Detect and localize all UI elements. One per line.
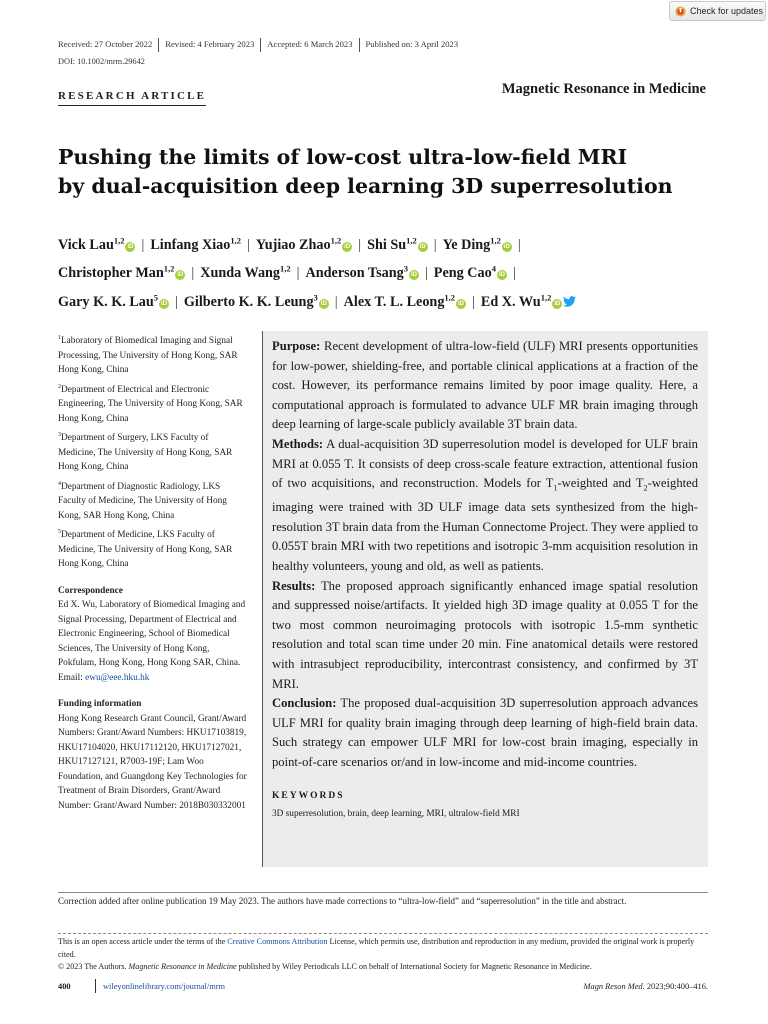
- citation: [584, 982, 708, 991]
- orcid-icon[interactable]: iD: [320, 301, 327, 308]
- author-affil: 1,2: [540, 292, 552, 303]
- affiliation-number: 5: [58, 529, 61, 536]
- author-name: Yujiao Zhao: [255, 236, 331, 253]
- author: [443, 237, 512, 253]
- title-line: Pushing the limits of low-cost ultra-low-field MRI: [58, 145, 628, 169]
- affiliation: [58, 380, 248, 427]
- author-name: Linfang Xiao: [150, 236, 231, 253]
- journal-website-link[interactable]: wileyonlinelibrary.com/journal/mrm: [103, 982, 226, 991]
- author-affil: 1,2: [406, 235, 417, 245]
- copyright-text: [58, 961, 708, 974]
- author-affil: 5: [153, 292, 159, 303]
- email-label: Email:: [58, 672, 83, 683]
- affiliation: [58, 428, 248, 475]
- author-affil: 1,2: [330, 235, 342, 245]
- affiliation: [58, 331, 248, 378]
- affiliation-text: Laboratory of Biomedical Imaging and Signal Processing, The University of Hong Kong, SAR Hong Kong, China: [58, 336, 238, 376]
- revised-date: Revised: 4 February 2023: [158, 38, 260, 52]
- author-name: Shi Su: [367, 236, 407, 253]
- author-line: Gary K. K. Lau$^5$iD | Gilberto K. K. Leung$^3$iD | Alex T. L. Leong$^{1,2}$iD | Ed X. Wu$^{1,2}$iD: [58, 285, 718, 314]
- divider: [58, 892, 708, 893]
- author-affil: 3: [313, 292, 318, 303]
- author: [58, 294, 169, 310]
- affiliation-text: Department of Surgery, LKS Faculty of Medicine, The University of Hong Kong, SAR Hong Kong, China: [58, 433, 233, 473]
- conclusion-text: The proposed dual-acquisition 3D superresolution approach advances ULF MRI for quality brain imaging through deep learning of high-field brain data. Such strategy can empower ULF MRI for low-cost brain imaging, especially in point-of-care scenarios or/and in low-income and mid-income countries.: [272, 696, 699, 769]
- affiliation-number: 3: [58, 432, 61, 439]
- affiliation-text: Department of Electrical and Electronic Engineering, The University of Hong Kong, SAR Hong Kong, China: [58, 384, 243, 424]
- methods-text: A dual-acquisition 3D superresolution model is developed for ULF brain MRI at 0.055 T. It consists of deep cross-scale feature extraction, attentional fusion of two acquisitions, and reconstruction. Models for T: [272, 436, 698, 491]
- page-number: 400: [58, 982, 71, 991]
- correspondence-email: [58, 671, 248, 686]
- correspondence-text: Ed X. Wu, Laboratory of Biomedical Imaging and Signal Processing, Department of Electrical and Electronic Engineering, School of Biomedical Sciences, The University of Hong Kong, Pokfulam, Hong Kong, Hong Kong SAR, China.: [58, 600, 246, 669]
- citation-rest: 2023;90:400–416.: [644, 982, 708, 991]
- author-name: Anderson Tsang: [305, 265, 404, 282]
- author: [150, 237, 241, 253]
- methods-subscript: 1: [553, 483, 558, 493]
- author-name: Christopher Man: [58, 265, 164, 282]
- correspondence-heading: Correspondence: [58, 585, 123, 596]
- check-updates-icon: [675, 6, 686, 17]
- abstract-methods: [272, 435, 698, 577]
- license-text: [58, 936, 708, 961]
- results-label: Results:: [272, 578, 316, 593]
- accepted-date: Accepted: 6 March 2023: [260, 38, 358, 52]
- author-affil: 1,2: [113, 235, 125, 245]
- author: [481, 294, 576, 310]
- article-type: RESEARCH ARTICLE: [58, 90, 206, 106]
- author: [367, 237, 428, 253]
- copyright-pre: © 2023 The Authors.: [58, 962, 129, 971]
- twitter-icon[interactable]: [563, 296, 576, 307]
- check-updates-label: Check for updates: [690, 6, 764, 16]
- author-name: Gilberto K. K. Leung: [183, 294, 314, 311]
- funding-text: Hong Kong Research Grant Council, Grant/Award Numbers: Grant/Award Numbers: HKU17103819, HKU17104020, HKU17112120, HKU17127021, HKU17127121, R7003-19F; Lam Woo Foundation, and Guangdong Key Technologies for Treatment of Brain Disorders, Grant/Award Number: Grant/Award Number: 2018B030332001: [58, 713, 247, 811]
- purpose-text: Recent development of ultra-low-field (ULF) MRI presents opportunities for low-power, shielding-free, and portable clinical applications at a fraction of the cost. However, its performance remains limited by poor image quality. Here, a computational approach is formulated to advance ULF MR brain imaging through deep learning of large-scale publicly available 3T brain data.: [272, 339, 698, 432]
- correction-note: Correction added after online publication 19 May 2023. The authors have made corrections to “ultra-low-field” and “superresolution” in the title and abstract.: [58, 896, 627, 906]
- license-link[interactable]: Creative Commons Attribution: [227, 937, 328, 946]
- conclusion-label: Conclusion:: [272, 696, 337, 711]
- author-name: Ye Ding: [442, 236, 491, 253]
- doi[interactable]: DOI: 10.1002/mrm.29642: [58, 57, 145, 66]
- license-pre: This is an open access article under the terms of the: [58, 937, 228, 946]
- purpose-label: Purpose:: [272, 339, 321, 353]
- author-name: Xunda Wang: [200, 265, 281, 282]
- orcid-icon[interactable]: iD: [177, 272, 184, 279]
- author: [344, 294, 466, 310]
- email-link[interactable]: ewu@eee.hku.hk: [85, 672, 150, 683]
- title-line: by dual-acquisition deep learning 3D superresolution: [58, 174, 673, 198]
- author: [58, 237, 135, 253]
- methods-label: Methods:: [272, 436, 324, 451]
- orcid-icon[interactable]: iD: [344, 243, 351, 250]
- author-affil: 4: [491, 263, 496, 274]
- affiliation-number: 2: [58, 383, 61, 390]
- publication-dates: [58, 38, 464, 52]
- author: [434, 265, 507, 281]
- author-affil: 1,2: [280, 263, 291, 274]
- left-column: [58, 331, 248, 813]
- author-affil: 3: [403, 263, 408, 274]
- methods-text: -weighted imaging were trained with 3D ULF image data sets synthesized from the high-resolution 3T brain data from the Human Connectome Project. They were applied to 0.055T brain MRI with two repetitions and isotropic 3-mm acquisition resolution in healthy volunteers, young and old, as well as patients.: [272, 476, 698, 574]
- author-name: Alex T. L. Leong: [343, 294, 445, 311]
- methods-text: -weighted and T: [557, 476, 644, 491]
- abstract-purpose: [272, 337, 698, 435]
- author-name: Vick Lau: [58, 236, 114, 253]
- page-footer: [58, 982, 708, 998]
- author-affil: 1,2: [444, 292, 456, 303]
- license-note: [58, 936, 708, 974]
- footer-divider: [95, 979, 96, 993]
- journal-name: Magnetic Resonance in Medicine: [501, 81, 706, 97]
- author: [200, 265, 290, 281]
- author-line: Vick Lau$^{1,2}$iD | Linfang Xiao$^{1,2}$ | Yujiao Zhao$^{1,2}$iD | Shi Su$^{1,2}$iD | Ye Ding$^{1,2}$iD |: [58, 235, 521, 253]
- license-post: License, which permits use, distribution and reproduction in any medium, provided the original work is properly cited.: [58, 937, 695, 959]
- author-name: Ed X. Wu: [480, 294, 541, 311]
- orcid-icon[interactable]: iD: [458, 301, 465, 308]
- author-name: Peng Cao: [433, 265, 492, 282]
- results-text: The proposed approach significantly enhanced image spatial resolution and suppressed noise/artifacts. It yielded high 3D image quality at 0.055 T for the two most common neuroimaging protocols with isotropic 1.5-mm synthetic resolution and total scan time under 20 min. Fine anatomical details were restored with intrasubject reproducibility, intercontrast consistency, and confirmed by 3T MRI.: [272, 578, 698, 691]
- affiliation: [58, 525, 248, 572]
- affiliation-text: Department of Diagnostic Radiology, LKS Faculty of Medicine, The University of Hong Kong, SAR Hong Kong, China: [58, 481, 227, 521]
- orcid-icon[interactable]: iD: [419, 243, 426, 250]
- published-date: Published on: 3 April 2023: [359, 38, 465, 52]
- orcid-icon[interactable]: iD: [503, 243, 510, 250]
- author-line: Christopher Man$^{1,2}$iD | Xunda Wang$^{1,2}$ | Anderson Tsang$^3$iD | Peng Cao$^4$iD |: [58, 263, 516, 282]
- author: [184, 294, 329, 310]
- copyright-journal: Magnetic Resonance in Medicine: [128, 962, 237, 971]
- orcid-icon[interactable]: iD: [554, 301, 561, 308]
- article-title: [58, 143, 698, 201]
- orcid-icon[interactable]: iD: [498, 272, 505, 279]
- orcid-icon[interactable]: iD: [161, 301, 168, 308]
- author: [58, 265, 185, 281]
- abstract-results: [272, 577, 698, 695]
- author-list: [58, 228, 718, 314]
- affiliation-number: 4: [58, 480, 61, 487]
- keywords-heading: KEYWORDS: [272, 790, 345, 801]
- author: [256, 237, 352, 253]
- author-affil: 1,2: [490, 235, 501, 245]
- keywords: 3D superresolution, brain, deep learning, MRI, ultralow-field MRI: [272, 808, 520, 819]
- check-for-updates-button[interactable]: [669, 1, 766, 21]
- received-date: Received: 27 October 2022: [58, 39, 153, 49]
- citation-journal: Magn Reson Med.: [583, 982, 645, 991]
- orcid-icon[interactable]: iD: [127, 243, 134, 250]
- copyright-post: published by Wiley Periodicals LLC on behalf of International Society for Magnetic Resonance in Medicine.: [236, 962, 592, 971]
- affiliation: [58, 477, 248, 524]
- abstract-conclusion: [272, 694, 698, 772]
- affiliation-text: Department of Medicine, LKS Faculty of Medicine, The University of Hong Kong, SAR Hong Kong, China: [58, 530, 233, 570]
- author-name: Gary K. K. Lau: [58, 294, 154, 311]
- divider: [58, 933, 708, 934]
- funding-heading: Funding information: [58, 699, 142, 710]
- abstract-box: [262, 331, 708, 867]
- author: [306, 265, 419, 281]
- author-affil: 1,2: [163, 263, 175, 274]
- affiliation-number: 1: [58, 335, 61, 341]
- author-affil: 1,2: [230, 235, 241, 245]
- orcid-icon[interactable]: iD: [410, 272, 417, 279]
- methods-subscript: 2: [643, 483, 648, 493]
